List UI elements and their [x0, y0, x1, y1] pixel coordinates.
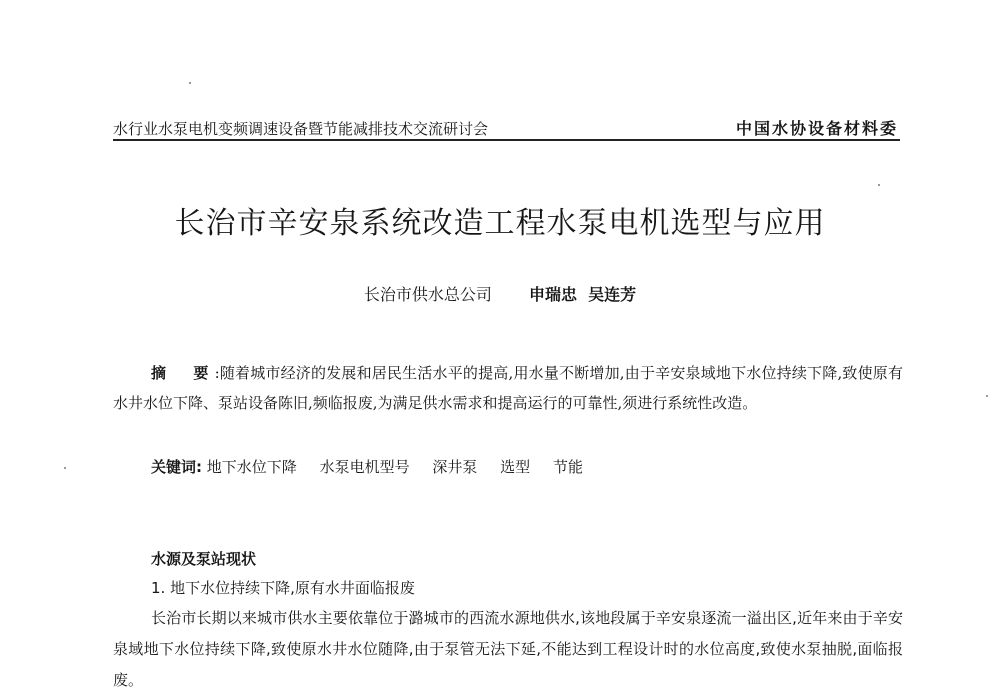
author-line: [0, 282, 1000, 305]
committee-name: 中国水协设备材料委: [735, 119, 898, 138]
abstract-text: 随着城市经济的发展和居民生活水平的提高,用水量不断增加,由于辛安泉域地下水位持续下降,致使原有水井水位下降、泵站设备陈旧,频临报废,为满足供水需求和提高运行的可靠性,须进行系统性改造。: [113, 364, 903, 412]
scan-speck: [878, 184, 880, 186]
keywords: [151, 456, 601, 477]
keyword: 选型: [500, 458, 531, 476]
keywords-label: 关键词:: [151, 458, 202, 476]
body-paragraph: 长治市长期以来城市供水主要依靠位于潞城市的西流水源地供水,该地段属于辛安泉逐流一溢出区,近年来由于辛安泉域地下水位持续下降,致使原水井水位随降,由于泵管无法下延,不能达到工程设计时的水位高度,致使水泵抽脱,面临报废。: [113, 609, 903, 689]
keyword: 地下水位下降: [206, 458, 297, 476]
running-header: [113, 115, 900, 141]
conference-name: 水行业水泵电机变频调速设备暨节能减排技术交流研讨会: [113, 120, 489, 138]
paper-title: 长治市辛安泉系统改造工程水泵电机选型与应用: [174, 206, 826, 241]
abstract-label: 摘 要: [151, 364, 215, 382]
author-name: 申瑞忠: [528, 285, 577, 304]
author-name: 吴连芳: [588, 285, 637, 304]
scan-speck: [986, 395, 988, 397]
keyword: 深井泵: [432, 458, 478, 476]
abstract: [113, 358, 903, 418]
subsection-heading: 1. 地下水位持续下降,原有水井面临报废: [151, 579, 415, 597]
author-organization: 长治市供水总公司: [363, 285, 492, 304]
scan-speck: [64, 467, 66, 469]
scan-speck: [189, 82, 191, 84]
keyword: 水泵电机型号: [319, 458, 410, 476]
keyword: 节能: [552, 458, 583, 476]
abstract-colon: :: [214, 364, 220, 382]
section-heading: 水源及泵站现状: [151, 550, 257, 568]
